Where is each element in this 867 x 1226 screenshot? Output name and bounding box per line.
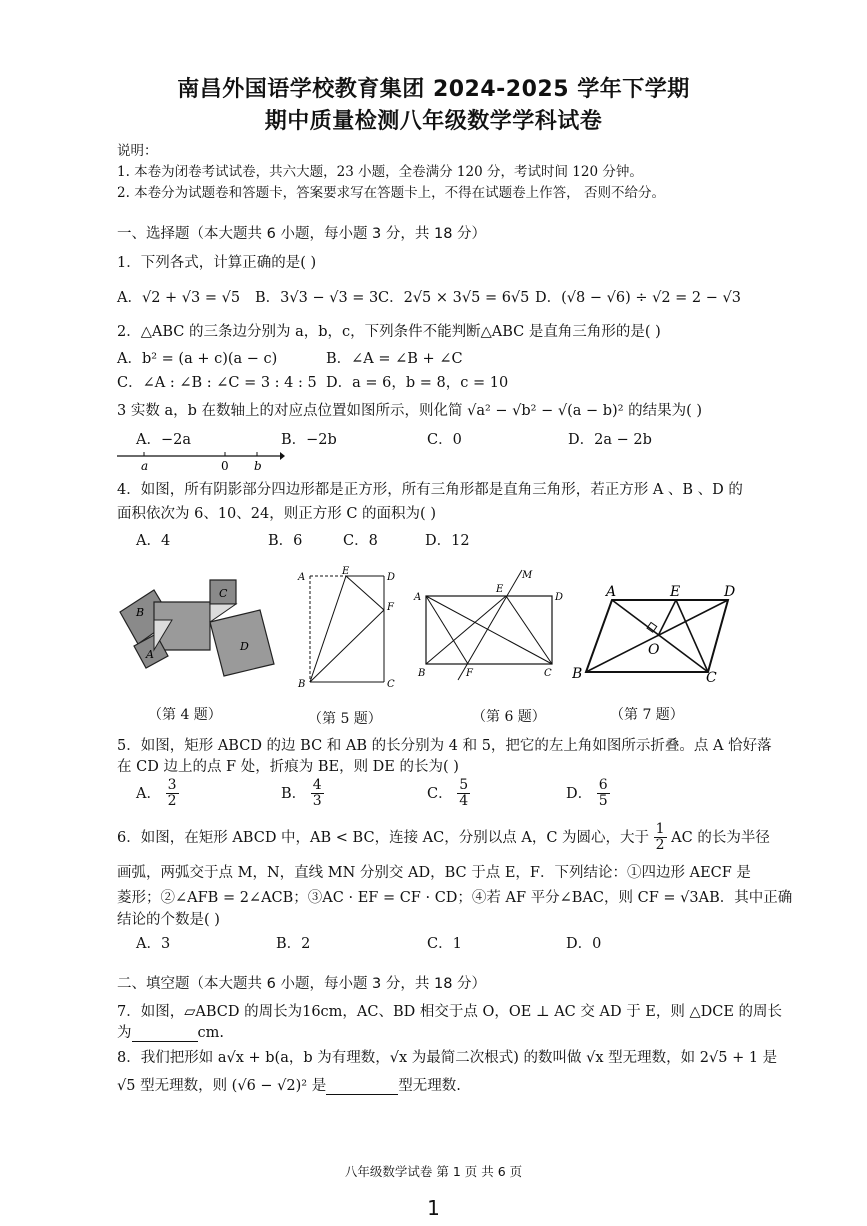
fig6-segment-ec <box>506 596 552 664</box>
q1-option-a: A．√2 + √3 = √5 <box>117 290 241 306</box>
q4-option-a: A．4 <box>136 533 171 549</box>
fig7-diagonal-ac <box>612 600 708 672</box>
q7-answer-blank[interactable] <box>132 1025 198 1042</box>
section1-heading: 一、选择题（本大题共 6 小题，每小题 3 分，共 18 分） <box>117 226 487 242</box>
q6-half-denominator: 2 <box>655 837 665 854</box>
fig5-label-a: A <box>298 572 306 583</box>
fig6-label-b: B <box>418 668 426 679</box>
q7-stem-line2-post: cm. <box>197 1025 224 1041</box>
fig6-caption: （第 6 题） <box>472 709 546 725</box>
q3-stem: 3 实数 a，b 在数轴上的对应点位置如图所示，则化简 √a² − √b² − √(a − b)² 的结果为( ) <box>117 403 703 419</box>
q5-option-d-label: D． <box>566 785 593 802</box>
page-number: 1 <box>427 1196 440 1220</box>
fig7-label-d: D <box>724 584 736 600</box>
q5-option-a-fraction <box>166 778 179 810</box>
fig6-label-a: A <box>414 592 422 603</box>
q1-option-c: C．2√5 × 3√5 = 6√5 <box>378 290 530 306</box>
q5-b-denominator: 3 <box>312 793 322 810</box>
fig4-label-b: B <box>136 606 145 619</box>
q1-option-b: B．3√3 − √3 = 3 <box>255 290 379 306</box>
q6-half-numerator: 1 <box>655 821 665 837</box>
q2-option-b: B．∠A = ∠B + ∠C <box>326 351 463 367</box>
axis-label-b: b <box>254 459 262 473</box>
q5-d-denominator: 5 <box>598 793 608 810</box>
q3-option-d: D．2a − 2b <box>568 432 652 448</box>
q8-answer-blank[interactable] <box>326 1078 398 1095</box>
q3-option-c: C．0 <box>427 432 462 448</box>
q5-c-numerator: 5 <box>459 777 469 793</box>
q2-option-d: D．a = 6，b = 8，c = 10 <box>326 375 509 391</box>
q8-stem-line2-post: 型无理数. <box>398 1078 461 1094</box>
notes-line2: 2. 本卷分为试题卷和答题卡，答案要求写在答题卡上，不得在试题卷上作答， 否则不给分。 <box>117 185 665 201</box>
q4-option-d: D．12 <box>425 533 470 549</box>
notes-line1: 1. 本卷为闭卷考试试卷，共六大题，23 小题，全卷满分 120 分，考试时间 120 分钟。 <box>117 164 643 180</box>
fig7-label-b: B <box>572 666 583 682</box>
fig7-label-c: C <box>706 670 717 686</box>
fig6-segment-be <box>426 596 506 664</box>
q2-option-c: C．∠A : ∠B : ∠C = 3 : 4 : 5 <box>117 375 317 391</box>
fig5-rectangle-diagram <box>292 566 402 690</box>
q6-option-c: C．1 <box>427 936 462 952</box>
fig5-segment-bf <box>310 610 384 682</box>
q5-option-c-fraction <box>457 778 470 810</box>
q5-option-a-label: A． <box>136 785 161 802</box>
fig7-label-o: O <box>648 642 660 658</box>
q5-option-b <box>281 778 324 810</box>
section2-heading: 二、填空题（本大题共 6 小题，每小题 3 分，共 18 分） <box>117 976 487 992</box>
fig6-label-f: F <box>466 668 473 679</box>
fig7-label-e: E <box>670 584 681 600</box>
fig5-segment-ef <box>346 576 384 610</box>
fig5-label-f: F <box>387 602 394 613</box>
q5-stem-line2: 在 CD 边上的点 F 处，折痕为 BE，则 DE 的长为( ) <box>117 759 459 775</box>
q5-option-c <box>427 778 470 810</box>
q6-stem-line1-post: AC 的长为半径 <box>671 829 770 846</box>
fig5-label-c: C <box>387 679 395 690</box>
fig6-diagonal-ac <box>426 596 552 664</box>
fig4-label-d: D <box>240 640 249 653</box>
q5-a-numerator: 3 <box>167 777 177 793</box>
fig5-caption: （第 5 题） <box>308 711 382 727</box>
q5-option-d-fraction <box>597 778 610 810</box>
q8-stem-line2 <box>117 1074 461 1095</box>
page-footer: 八年级数学试卷 第 1 页 共 6 页 <box>344 1164 523 1179</box>
q5-option-b-fraction <box>311 778 324 810</box>
q4-stem-line1: 4．如图，所有阴影部分四边形都是正方形，所有三角形都是直角三角形，若正方形 A 、B 、D 的 <box>117 482 743 498</box>
q1-stem: 1．下列各式，计算正确的是( ) <box>117 255 317 271</box>
q3-option-a: A．−2a <box>136 432 191 448</box>
fig6-label-d: D <box>555 592 564 603</box>
fig5-fold-be <box>310 576 346 682</box>
axis-label-a: a <box>141 459 149 473</box>
q6-stem-line2: 画弧，两弧交于点 M，N，直线 MN 分别交 AD，BC 于点 E，F．下列结论：①四边形 AECF 是 <box>117 865 751 881</box>
q6-stem-line1-pre: 6．如图，在矩形 ABCD 中，AB < BC，连接 AC，分别以点 A，C 为圆心，大于 <box>117 829 650 846</box>
fig6-segment-af <box>426 596 468 664</box>
fig7-caption: （第 7 题） <box>610 707 684 723</box>
q5-option-b-label: B． <box>281 785 307 802</box>
q6-option-d: D．0 <box>566 936 602 952</box>
fig7-segment-ec <box>676 600 708 672</box>
fig7-parallelogram-diagram <box>572 580 752 686</box>
q1-option-d: D．(√8 − √6) ÷ √2 = 2 − √3 <box>535 290 741 306</box>
fig6-label-e: E <box>496 584 504 595</box>
q7-stem-line2-pre: 为 <box>117 1025 132 1041</box>
q5-a-denominator: 2 <box>167 793 177 810</box>
fig4-label-c: C <box>219 587 228 600</box>
q5-stem-line1: 5．如图，矩形 ABCD 的边 BC 和 AB 的长分别为 4 和 5，把它的左上角如图所示折叠。点 A 恰好落 <box>117 738 772 754</box>
fig4-caption: （第 4 题） <box>148 707 222 723</box>
fig5-label-b: B <box>298 679 306 690</box>
fig6-rectangle-diagram <box>410 566 570 682</box>
q4-option-b: B．6 <box>268 533 303 549</box>
q4-option-c: C．8 <box>343 533 378 549</box>
q8-stem-line1: 8．我们把形如 a√x + b(a，b 为有理数，√x 为最简二次根式) 的数叫做 √x 型无理数，如 2√5 + 1 是 <box>117 1050 778 1066</box>
q2-option-a: A．b² = (a + c)(a − c) <box>117 351 278 367</box>
q6-stem-line3: 菱形；②∠AFB = 2∠ACB；③AC · EF = CF · CD；④若 AF 平分∠BAC，则 CF = √3AB．其中正确 <box>117 890 793 906</box>
q5-d-numerator: 6 <box>598 777 608 793</box>
exam-title-line2: 期中质量检测八年级数学学科试卷 <box>264 109 603 134</box>
q5-option-d <box>566 778 610 810</box>
number-line-arrow-icon <box>280 452 285 460</box>
q8-stem-line2-pre: √5 型无理数，则 (√6 − √2)² 是 <box>117 1078 327 1094</box>
q5-option-a <box>136 778 179 810</box>
q6-option-a: A．3 <box>136 936 171 952</box>
q6-half-fraction <box>654 822 667 854</box>
q6-option-b: B．2 <box>276 936 311 952</box>
notes-label: 说明： <box>117 143 158 159</box>
q5-c-denominator: 4 <box>459 793 469 810</box>
q7-stem-line1: 7．如图，▱ABCD 的周长为16cm，AC、BD 相交于点 O，OE ⊥ AC 交 AD 于 E，则 △DCE 的周长 <box>117 1004 783 1020</box>
q3-option-b: B．−2b <box>281 432 337 448</box>
q7-stem-line2 <box>117 1021 224 1042</box>
q2-stem: 2．△ABC 的三条边分别为 a，b，c，下列条件不能判断△ABC 是直角三角形的是( ) <box>117 324 661 340</box>
fig4-label-a: A <box>146 648 154 661</box>
number-line-figure <box>115 446 285 474</box>
fig6-label-c: C <box>544 668 552 679</box>
q5-option-c-label: C． <box>427 785 453 802</box>
q4-stem-line2: 面积依次为 6、10、24，则正方形 C 的面积为( ) <box>117 506 436 522</box>
q5-b-numerator: 4 <box>312 777 322 793</box>
fig4-squares-diagram <box>112 572 282 682</box>
fig5-label-e: E <box>342 566 350 577</box>
exam-title-line1: 南昌外国语学校教育集团 2024-2025 学年下学期 <box>177 77 690 102</box>
fig6-label-m: M <box>522 570 533 581</box>
axis-label-zero: 0 <box>221 459 229 473</box>
q6-stem-line4: 结论的个数是( ) <box>117 912 220 928</box>
fig7-label-a: A <box>606 584 617 600</box>
fig5-label-d: D <box>387 572 396 583</box>
q6-stem-line1 <box>117 822 770 854</box>
